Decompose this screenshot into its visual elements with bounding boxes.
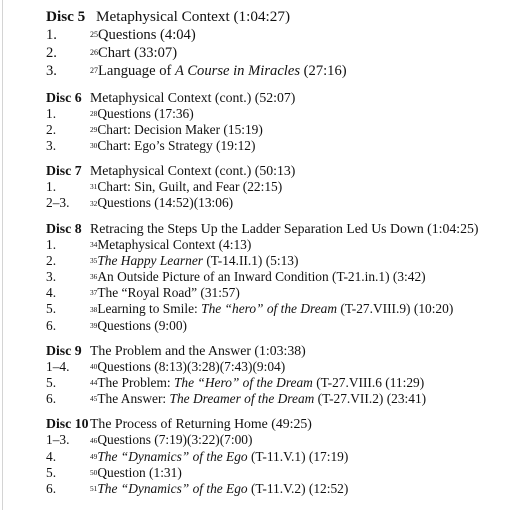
disc-label: Disc 6 — [46, 89, 82, 105]
track-number: 2–3. — [46, 195, 70, 211]
italic-title: The Dreamer of the Dream — [169, 391, 315, 407]
title-text: The “Royal Road” (31:57) — [97, 285, 240, 301]
disc-title: The Problem and the Answer (1:03:38) — [90, 342, 306, 358]
italic-title: The “Dynamics” of the Ego — [97, 448, 248, 464]
track-row — [46, 195, 506, 211]
footnote-ref: 35 — [90, 256, 98, 265]
italic-title: A Course in Miracles — [175, 63, 301, 80]
italic-title: The “Dynamics” of the Ego — [97, 481, 248, 497]
track-row — [46, 44, 506, 62]
track-title — [90, 318, 187, 334]
track-number: 1. — [46, 105, 57, 121]
track-title — [90, 375, 424, 391]
footnote-ref: 37 — [90, 288, 98, 298]
track-row — [46, 269, 506, 285]
footnote-ref: 39 — [90, 320, 98, 330]
track-title — [90, 391, 426, 407]
disc-label: Disc 7 — [46, 163, 82, 179]
disc-title: Retracing the Steps Up the Ladder Separation Led Us Down (1:04:25) — [90, 220, 479, 236]
track-row — [46, 285, 506, 301]
italic-title: The Happy Learner — [97, 252, 203, 268]
title-text: Learning to Smile: — [97, 301, 202, 317]
title-text: (T-27.VIII.6 (11:29) — [312, 375, 425, 391]
track-title — [90, 481, 348, 497]
footnote-ref: 28 — [90, 108, 98, 118]
disc-heading — [46, 342, 506, 359]
track-row — [46, 432, 506, 448]
track-number: 1–3. — [46, 432, 70, 448]
track-number: 2. — [46, 252, 57, 268]
track-row — [46, 375, 506, 391]
disc-title: Metaphysical Context (cont.) (52:07) — [90, 89, 296, 105]
footnote-ref: 26 — [90, 48, 99, 58]
track-number: 1. — [46, 179, 57, 195]
track-number: 1–4. — [46, 358, 70, 374]
track-number: 4. — [46, 285, 57, 301]
disc-title: Metaphysical Context (1:04:27) — [96, 8, 291, 25]
track-row — [46, 26, 506, 44]
title-text: Chart: Ego’s Strategy (19:12) — [97, 138, 256, 154]
title-text: The Answer: — [97, 391, 170, 407]
track-row — [46, 237, 506, 253]
track-row — [46, 106, 506, 122]
track-number: 5. — [46, 464, 57, 480]
track-row — [46, 391, 506, 407]
disc-heading — [46, 220, 506, 237]
track-title — [90, 269, 426, 285]
title-text: An Outside Picture of an Inward Condition (T-21.in.1) (3:42) — [97, 269, 426, 285]
footnote-ref: 34 — [90, 239, 98, 249]
disc-section — [46, 89, 506, 155]
track-row — [46, 318, 506, 334]
track-number: 6. — [46, 317, 57, 333]
footnote-ref: 50 — [90, 468, 98, 478]
disc-heading — [46, 89, 506, 106]
track-title — [90, 195, 233, 211]
italic-title: The “hero” of the Dream — [201, 301, 338, 317]
footnote-ref: 30 — [90, 141, 98, 151]
title-text: Chart: Decision Maker (15:19) — [97, 121, 263, 137]
footnote-ref: 44 — [90, 378, 98, 388]
disc-label: Disc 8 — [46, 220, 82, 236]
track-row — [46, 253, 506, 269]
title-text: Questions (17:36) — [97, 105, 194, 121]
footnote-ref: 31 — [90, 182, 98, 192]
title-text: Question (1:31) — [97, 464, 182, 480]
disc-label: Disc 9 — [46, 342, 82, 358]
title-text: Language of — [98, 63, 176, 80]
disc-section — [46, 415, 506, 497]
track-number: 3. — [46, 138, 57, 154]
track-number: 6. — [46, 481, 57, 497]
track-number: 1. — [46, 236, 57, 252]
footnote-ref: 51 — [90, 484, 98, 494]
title-text: Questions (9:00) — [97, 317, 187, 333]
track-row — [46, 301, 506, 317]
title-text: Chart (33:07) — [98, 45, 178, 62]
disc-title: The Process of Returning Home (49:25) — [90, 416, 312, 432]
track-title — [90, 106, 194, 122]
footnote-ref: 46 — [90, 435, 98, 445]
footnote-ref: 40 — [90, 362, 98, 372]
title-text: Chart: Sin, Guilt, and Fear (22:15) — [97, 179, 283, 195]
title-text: (27:16) — [300, 63, 347, 80]
track-row — [46, 465, 506, 481]
disc-section — [46, 162, 506, 211]
title-text: Questions (7:19)(3:22)(7:00) — [97, 432, 253, 448]
title-text: Metaphysical Context (4:13) — [97, 236, 252, 252]
title-text: (T-11.V.1) (17:19) — [247, 448, 349, 464]
title-text: Questions (8:13)(3:28)(7:43)(9:04) — [97, 358, 286, 374]
italic-title: The “Hero” of the Dream — [173, 375, 313, 391]
footnote-ref: 36 — [90, 272, 98, 282]
footnote-ref: 25 — [90, 30, 99, 39]
track-number: 5. — [46, 301, 57, 317]
title-text: (T-11.V.2) (12:52) — [247, 481, 349, 497]
track-row — [46, 122, 506, 138]
footnote-ref: 32 — [90, 198, 98, 208]
track-title — [90, 301, 453, 317]
track-title — [90, 62, 347, 80]
track-row — [46, 179, 506, 195]
track-row — [46, 481, 506, 497]
disc-heading — [46, 162, 506, 179]
track-row — [46, 62, 506, 80]
track-title — [90, 44, 177, 62]
track-title — [90, 432, 252, 448]
disc-heading — [46, 415, 506, 432]
disc-heading — [46, 7, 506, 26]
track-number: 3. — [46, 269, 57, 285]
track-number: 5. — [46, 375, 57, 391]
track-title — [90, 179, 282, 195]
footnote-ref: 49 — [90, 451, 98, 461]
track-title — [90, 253, 298, 269]
track-title — [90, 237, 251, 253]
track-number: 2. — [46, 121, 57, 137]
track-title — [90, 26, 196, 44]
title-text: The Problem: — [97, 375, 174, 391]
track-title — [90, 122, 263, 138]
track-title — [90, 359, 285, 375]
disc-label: Disc 10 — [46, 416, 89, 432]
track-number: 1. — [46, 27, 57, 43]
track-number: 2. — [46, 45, 57, 62]
page-edge-rule — [2, 0, 3, 510]
track-number: 6. — [46, 391, 57, 407]
disc-section — [46, 7, 506, 81]
footnote-ref: 38 — [90, 304, 98, 314]
track-title — [90, 449, 348, 465]
track-listing — [46, 7, 506, 505]
footnote-ref: 27 — [90, 66, 99, 76]
disc-title: Metaphysical Context (cont.) (50:13) — [90, 163, 296, 179]
title-text: (T-27.VII.2) (23:41) — [314, 391, 427, 407]
track-title — [90, 138, 255, 154]
footnote-ref: 45 — [90, 394, 98, 404]
title-text: (T-14.II.1) (5:13) — [203, 252, 299, 268]
disc-label: Disc 5 — [46, 8, 86, 25]
track-row — [46, 138, 506, 154]
disc-section — [46, 342, 506, 408]
title-text: (T-27.VIII.9) (10:20) — [337, 301, 454, 317]
title-text: Questions (4:04) — [98, 27, 196, 43]
track-row — [46, 359, 506, 375]
title-text: Questions (14:52)(13:06) — [97, 195, 234, 211]
track-number: 4. — [46, 448, 57, 464]
track-title — [90, 285, 240, 301]
track-title — [90, 465, 182, 481]
disc-section — [46, 220, 506, 334]
track-row — [46, 449, 506, 465]
track-number: 3. — [46, 63, 57, 80]
footnote-ref: 29 — [90, 124, 98, 134]
